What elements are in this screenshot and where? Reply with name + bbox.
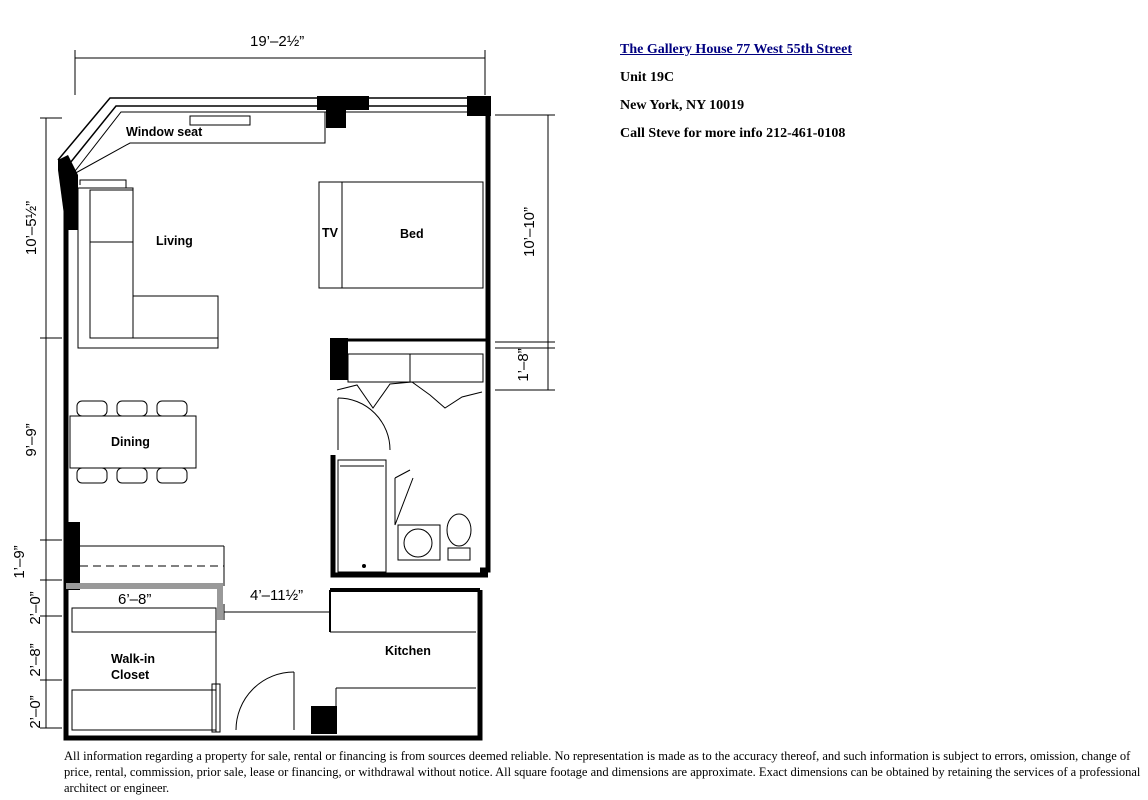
closet-shelf [66, 546, 224, 620]
dim-hall-width: 4’–11½” [250, 587, 304, 604]
living-label: Living [156, 234, 193, 248]
listing-info [620, 42, 1120, 154]
tv-label: TV [322, 226, 338, 240]
dining-label: Dining [111, 435, 150, 449]
walk-in-label: Walk-in [111, 652, 155, 666]
interior-dimension-lines [72, 604, 330, 620]
dim-left-lower: 1’–9” [11, 545, 28, 579]
dim-closet-width: 6’–8” [118, 591, 152, 608]
dim-left-a: 2’–0” [27, 591, 44, 625]
exterior-walls [58, 98, 488, 738]
building-link[interactable]: The Gallery House 77 West 55th Street [620, 42, 853, 57]
dim-top-width: 19’–2½” [250, 33, 305, 50]
window-seat [72, 112, 325, 175]
dim-left-upper: 10’–5½” [23, 200, 40, 256]
window-seat-label: Window seat [126, 125, 203, 139]
contact-info: Call Steve for more info 212-461-0108 [620, 126, 846, 141]
wall-columns [58, 96, 491, 734]
bedroom-partition [337, 340, 488, 408]
unit-number: Unit 19C [620, 70, 675, 85]
city-address: New York, NY 10019 [620, 98, 745, 113]
floor-plan [0, 0, 600, 745]
kitchen-label: Kitchen [385, 644, 431, 658]
closet-label: Closet [111, 668, 150, 682]
dim-left-middle: 9’–9” [23, 423, 40, 457]
kitchen [330, 590, 480, 734]
disclaimer-text: All information regarding a property for sale, rental or financing is from sources deemed reliable. No representation is made as to the accuracy thereof, and such information is subject to errors, omission, change of price, rental, commission, prior sale, lease or financing, or withdrawal without notice. All square footage and dimensions are approximate. Exact dimensions can be obtained by retaining the services of a professional architect or engineer. [64, 749, 1141, 795]
bath-door [338, 398, 390, 450]
sofa [78, 180, 218, 348]
bed-label: Bed [400, 227, 424, 241]
entry-door [236, 672, 294, 730]
bathroom [333, 455, 488, 575]
dim-right-upper: 10’–10” [521, 206, 538, 258]
dim-left-b: 2’–8” [27, 643, 44, 677]
dim-right-small: 1’–8” [515, 348, 532, 382]
dim-left-c: 2’–0” [27, 695, 44, 729]
